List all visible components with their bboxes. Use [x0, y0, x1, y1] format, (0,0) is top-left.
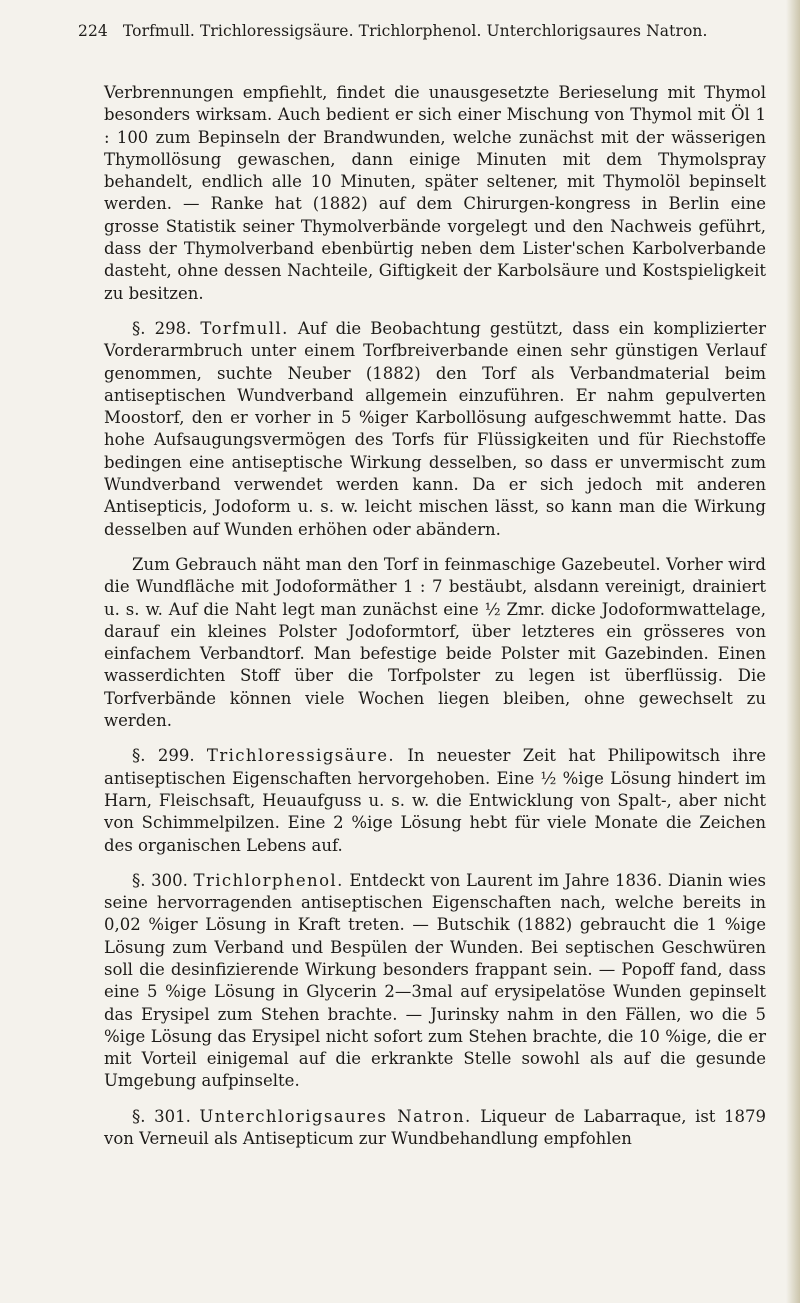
running-head: [78, 22, 778, 52]
section-301-unterchlorigsaures-natron: [104, 1106, 766, 1151]
section-number: §. 301.: [132, 1106, 191, 1126]
section-300-trichlorphenol: [104, 870, 766, 1093]
page-number: 224: [78, 22, 108, 40]
paragraph-text: Entdeckt von Laurent im Jahre 1836. Dianin wies seine hervorragenden antiseptischen Eigenschaften nach, welche bereits in 0,02 %iger Lösung in Kraft treten. — Butschik (1882) gebraucht die 1 %ige Lösung zum Verband und Bespülen der Wunden. Bei septischen Geschwüren soll die desinfizierende Wirkung besonders frappant sein. — Popoff fand, dass eine 5 %ige Lösung in Glycerin 2—3mal auf erysipelatöse Wunden gepinselt das Erysipel zum Stehen brachte. — Jurinsky nahm in den Fällen, wo die 5 %ige Lösung das Erysipel nicht sofort zum Stehen brachte, die 10 %ige, die er mit Vorteil einigemal auf die erkrankte Stelle sowohl als auf die gesunde Umgebung aufpinselte.: [104, 870, 767, 1091]
section-number: §. 298.: [132, 318, 192, 338]
paragraph-text: Verbrennungen empfiehlt, findet die unausgesetzte Berieselung mit Thymol besonders wirksam. Auch bedient er sich einer Mischung von Thymol mit Öl 1 : 100 zum Bepinseln der Brandwunden, welche zunächst mit der wässerigen Thymollösung gewaschen, dann einige Minuten mit dem Thymolspray behandelt, endlich alle 10 Minuten, später seltener, mit Thymolöl bepinselt werden. — Ranke hat (1882) auf dem Chirurgen-kongress in Berlin eine grosse Statistik seiner Thymolverbände vorgelegt und den Nachweis geführt, dass der Thymolverband ebenbürtig neben dem Lister'schen Karbolverbande dasteht, ohne dessen Nachteile, Giftigkeit der Karbolsäure und Kostspieligkeit zu besitzen.: [104, 83, 766, 303]
section-heading: Trichlorphenol.: [193, 870, 344, 890]
page-edge-shadow: [786, 0, 800, 1303]
paragraph-torf-gebrauch: [104, 554, 766, 732]
paragraph-thymol: [104, 82, 766, 305]
section-298-torfmull: [104, 318, 766, 541]
paragraph-text: Zum Gebrauch näht man den Torf in feinmaschige Gazebeutel. Vorher wird die Wundfläche mit Jodoformäther 1 : 7 bestäubt, alsdann vereinigt, drainiert u. s. w. Auf die Naht legt man zunächst eine ½ Zmr. dicke Jodoformwattelage, darauf ein kleines Polster Jodoformtorf, über letzteres ein grösseres von einfachem Verbandtorf. Man befestige beide Polster mit Gazebinden. Einen wasserdichten Stoff über die Torfpolster zu legen ist überflüssig. Die Torfverbände können viele Wochen liegen bleiben, ohne gewechselt zu werden.: [104, 554, 766, 731]
section-number: §. 300.: [132, 870, 188, 890]
section-heading: Torfmull.: [200, 318, 289, 338]
book-page: [78, 22, 778, 1272]
running-title: Torfmull. Trichloressigsäure. Trichlorphenol. Unterchlorigsaures Natron.: [122, 22, 708, 40]
section-299-trichloressigsaeure: [104, 745, 766, 856]
section-heading: Trichloressigsäure.: [206, 746, 396, 766]
section-heading: Unterchlorigsaures Natron.: [199, 1106, 472, 1126]
paragraph-text: In neuester Zeit hat Philipowitsch ihre antiseptischen Eigenschaften hervorgehoben. Eine ½ %ige Lösung hindert im Harn, Fleischsaft, Heuaufguss u. s. w. die Entwicklung von Spalt-, aber nicht von Schimmelpilzen. Eine 2 %ige Lösung hebt für viele Monate die Zeichen des organischen Lebens auf.: [104, 746, 766, 855]
body-text: [104, 82, 766, 1163]
paragraph-text: Auf die Beobachtung gestützt, dass ein komplizierter Vorderarmbruch unter einem Torfbreiverbande einen sehr günstigen Verlauf genommen, suchte Neuber (1882) den Torf als Verbandmaterial beim antiseptischen Wundverband allgemein einzuführen. Er nahm gepulverten Moostorf, den er vorher in 5 %iger Karbollösung aufgeschwemmt hatte. Das hohe Aufsaugungsvermögen des Torfs für Flüssigkeiten und für Riechstoffe bedingen eine antiseptische Wirkung desselben, so dass er unvermischt zum Wundverband verwendet werden kann. Da er sich jedoch mit anderen Antisepticis, Jodoform u. s. w. leicht mischen lässt, so kann man die Wirkung desselben auf Wunden erhöhen oder abändern.: [104, 318, 766, 539]
section-number: §. 299.: [132, 746, 195, 766]
paragraph-text: Liqueur de Labarraque, ist 1879 von Verneuil als Antisepticum zur Wundbehandlung empfohlen: [104, 1106, 767, 1149]
